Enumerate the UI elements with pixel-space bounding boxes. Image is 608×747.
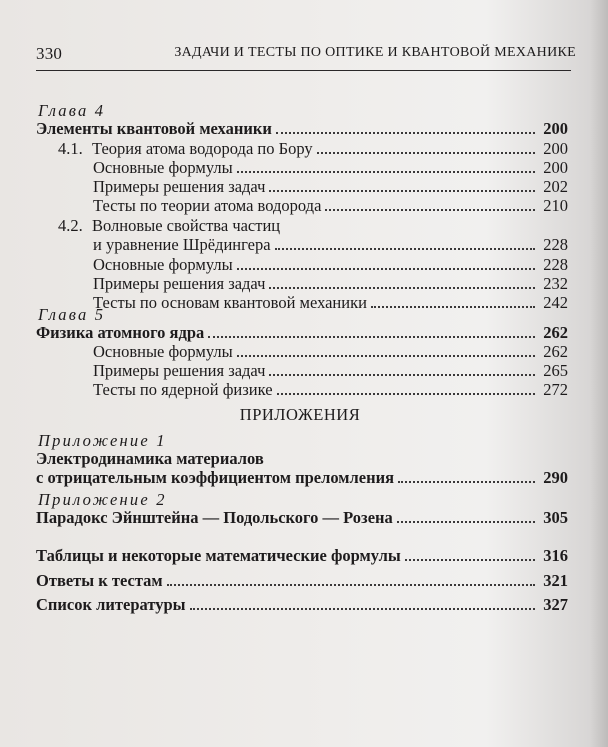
toc-page: 228 — [543, 235, 568, 254]
toc-leader-dots — [190, 608, 536, 610]
toc-page: 232 — [543, 274, 568, 293]
header-rule — [36, 70, 571, 71]
toc-page: 321 — [543, 571, 568, 590]
toc-title: Парадокс Эйнштейна — Подольского — Розена — [36, 508, 393, 527]
toc-entry-chapter-4[interactable] — [36, 118, 568, 140]
running-title: ЗАДАЧИ И ТЕСТЫ ПО ОПТИКЕ И КВАНТОВОЙ МЕХАНИКЕ — [174, 45, 576, 60]
section-number: 4.1. — [58, 139, 83, 158]
toc-leader-dots — [317, 152, 536, 154]
toc-title: Тесты по ядерной физике — [93, 380, 273, 399]
toc-entry-4-2-tests[interactable] — [93, 292, 568, 314]
chapter-4-label: Глава 4 — [38, 101, 106, 120]
toc-leader-dots — [405, 559, 535, 561]
toc-page: 272 — [543, 380, 568, 399]
toc-leader-dots — [269, 287, 535, 289]
toc-page: 200 — [543, 158, 568, 177]
toc-leader-dots — [397, 521, 535, 523]
toc-leader-dots — [167, 584, 536, 586]
toc-page: 262 — [543, 342, 568, 361]
toc-title: Ответы к тестам — [36, 571, 163, 590]
toc-leader-dots — [208, 336, 535, 338]
toc-title: Теория атома водорода по Бору — [92, 139, 313, 158]
toc-page: 262 — [543, 323, 568, 342]
toc-page: 200 — [543, 119, 568, 138]
appendix-1-label: Приложение 1 — [38, 431, 167, 450]
toc-entry-5-tests[interactable] — [93, 379, 568, 401]
toc-leader-dots — [237, 355, 536, 357]
toc-title: Примеры решения задач — [93, 274, 266, 293]
toc-entry-4-1-tests[interactable] — [93, 195, 568, 217]
toc-page: 327 — [543, 595, 568, 614]
chapter-5-label: Глава 5 — [38, 305, 106, 324]
toc-leader-dots — [275, 248, 536, 250]
toc-page: 200 — [543, 139, 568, 158]
toc-title: Основные формулы — [93, 255, 233, 274]
toc-title: Тесты по теории атома водорода — [93, 196, 322, 215]
appendix-2-label: Приложение 2 — [38, 490, 167, 509]
appendix-1-title-line-1: Электродинамика материалов — [36, 449, 264, 468]
toc-leader-dots — [325, 209, 535, 211]
toc-entry-appendix-1[interactable] — [36, 467, 568, 489]
toc-entry-tables[interactable] — [36, 545, 568, 567]
toc-entry-answers[interactable] — [36, 570, 568, 592]
toc-page: 210 — [543, 196, 568, 215]
toc-leader-dots — [269, 374, 535, 376]
toc-page: 202 — [543, 177, 568, 196]
page-number: 330 — [36, 44, 63, 63]
toc-leader-dots — [269, 190, 535, 192]
toc-title: Основные формулы — [93, 158, 233, 177]
toc-title: Примеры решения задач — [93, 177, 266, 196]
toc-title: Таблицы и некоторые математические формулы — [36, 546, 401, 565]
toc-page: 242 — [543, 293, 568, 312]
toc-leader-dots — [237, 171, 536, 173]
toc-leader-dots — [237, 268, 536, 270]
toc-entry-appendix-2[interactable] — [36, 507, 568, 529]
toc-page: 316 — [543, 546, 568, 565]
toc-title: Тесты по основам квантовой механики — [93, 293, 367, 312]
toc-title: Список литературы — [36, 595, 186, 614]
appendices-heading: ПРИЛОЖЕНИЯ — [239, 405, 361, 424]
toc-page: 228 — [543, 255, 568, 274]
toc-title: Волновые свойства частиц — [92, 216, 281, 235]
toc-title: Основные формулы — [93, 342, 233, 361]
toc-leader-dots — [277, 393, 536, 395]
toc-page: 305 — [543, 508, 568, 527]
toc-page: 265 — [543, 361, 568, 380]
running-header — [36, 44, 576, 66]
toc-title: Физика атомного ядра — [36, 323, 205, 342]
toc-title: с отрицательным коэффициентом преломления — [36, 468, 395, 487]
toc-title: Элементы квантовой механики — [36, 119, 272, 138]
toc-leader-dots — [398, 481, 535, 483]
toc-title: и уравнение Шрёдингера — [93, 235, 271, 254]
toc-title: Примеры решения задач — [93, 361, 266, 380]
toc-entry-section-4-2[interactable] — [93, 234, 568, 256]
toc-leader-dots — [276, 132, 535, 134]
section-number: 4.2. — [58, 216, 83, 235]
toc-page: 290 — [543, 468, 568, 487]
toc-entry-literature[interactable] — [36, 594, 568, 616]
toc-leader-dots — [371, 306, 535, 308]
